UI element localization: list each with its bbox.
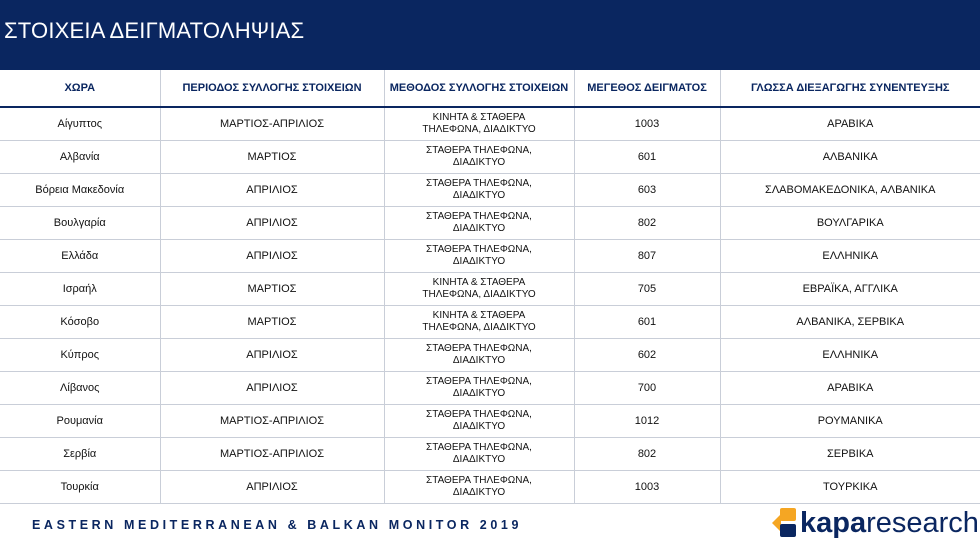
cell-language: ΣΕΡΒΙΚΑ: [720, 437, 980, 470]
cell-period: ΑΠΡΙΛΙΟΣ: [160, 371, 384, 404]
cell-sample-size: 601: [574, 305, 720, 338]
table-body: [0, 107, 980, 503]
cell-method: ΣΤΑΘΕΡΑ ΤΗΛΕΦΩΝΑ, ΔΙΑΔΙΚΤΥΟ: [384, 404, 574, 437]
cell-language: ΡΟΥΜΑΝΙΚΑ: [720, 404, 980, 437]
cell-sample-size: 700: [574, 371, 720, 404]
table-row: [0, 107, 980, 140]
cell-method: ΣΤΑΘΕΡΑ ΤΗΛΕΦΩΝΑ, ΔΙΑΔΙΚΤΥΟ: [384, 338, 574, 371]
title-bar: [0, 0, 980, 70]
cell-country: Αλβανία: [0, 140, 160, 173]
cell-language: ΕΒΡΑΪΚΑ, ΑΓΓΛΙΚΑ: [720, 272, 980, 305]
cell-sample-size: 802: [574, 437, 720, 470]
header-language: ΓΛΩΣΣΑ ΔΙΕΞΑΓΩΓΗΣ ΣΥΝΕΝΤΕΥΞΗΣ: [720, 70, 980, 107]
cell-sample-size: 1012: [574, 404, 720, 437]
sampling-table: [0, 70, 980, 504]
cell-method: ΣΤΑΘΕΡΑ ΤΗΛΕΦΩΝΑ, ΔΙΑΔΙΚΤΥΟ: [384, 470, 574, 503]
logo-wordmark: [800, 506, 979, 540]
header-sample-size: ΜΕΓΕΘΟΣ ΔΕΙΓΜΑΤΟΣ: [574, 70, 720, 107]
cell-sample-size: 602: [574, 338, 720, 371]
cell-sample-size: 603: [574, 173, 720, 206]
cell-sample-size: 807: [574, 239, 720, 272]
table-row: [0, 173, 980, 206]
cell-language: ΣΛΑΒΟΜΑΚΕΔΟΝΙΚΑ, ΑΛΒΑΝΙΚΑ: [720, 173, 980, 206]
cell-method: ΚΙΝΗΤΑ & ΣΤΑΘΕΡΑ ΤΗΛΕΦΩΝΑ, ΔΙΑΔΙΚΤΥΟ: [384, 107, 574, 140]
cell-method: ΣΤΑΘΕΡΑ ΤΗΛΕΦΩΝΑ, ΔΙΑΔΙΚΤΥΟ: [384, 371, 574, 404]
cell-country: Αίγυπτος: [0, 107, 160, 140]
logo-word-kapa: kapa: [800, 507, 867, 539]
page-title: ΣΤΟΙΧΕΙΑ ΔΕΙΓΜΑΤΟΛΗΨΙΑΣ: [4, 18, 305, 43]
cell-language: ΕΛΛΗΝΙΚΑ: [720, 239, 980, 272]
cell-period: ΑΠΡΙΛΙΟΣ: [160, 173, 384, 206]
table-row: [0, 338, 980, 371]
kapa-research-logo: [772, 506, 979, 540]
header-method: ΜΕΘΟΔΟΣ ΣΥΛΛΟΓΗΣ ΣΤΟΙΧΕΙΩΝ: [384, 70, 574, 107]
table-row: [0, 371, 980, 404]
table-header-row: [0, 70, 980, 107]
table-row: [0, 272, 980, 305]
cell-country: Κόσοβο: [0, 305, 160, 338]
table-row: [0, 404, 980, 437]
table-row: [0, 305, 980, 338]
cell-period: ΜΑΡΤΙΟΣ: [160, 140, 384, 173]
cell-country: Ρουμανία: [0, 404, 160, 437]
cell-country: Κύπρος: [0, 338, 160, 371]
kapa-logo-icon: [772, 508, 798, 538]
header-period: ΠΕΡΙΟΔΟΣ ΣΥΛΛΟΓΗΣ ΣΤΟΙΧΕΙΩΝ: [160, 70, 384, 107]
cell-sample-size: 1003: [574, 470, 720, 503]
cell-country: Ελλάδα: [0, 239, 160, 272]
cell-language: ΕΛΛΗΝΙΚΑ: [720, 338, 980, 371]
cell-method: ΣΤΑΘΕΡΑ ΤΗΛΕΦΩΝΑ, ΔΙΑΔΙΚΤΥΟ: [384, 437, 574, 470]
footer-title: EASTERN MEDITERRANEAN & BALKAN MONITOR 2019: [32, 518, 523, 532]
cell-language: ΑΛΒΑΝΙΚΑ: [720, 140, 980, 173]
cell-country: Βουλγαρία: [0, 206, 160, 239]
cell-sample-size: 601: [574, 140, 720, 173]
cell-method: ΣΤΑΘΕΡΑ ΤΗΛΕΦΩΝΑ, ΔΙΑΔΙΚΤΥΟ: [384, 206, 574, 239]
cell-period: ΜΑΡΤΙΟΣ: [160, 305, 384, 338]
cell-country: Τουρκία: [0, 470, 160, 503]
table-row: [0, 470, 980, 503]
cell-method: ΣΤΑΘΕΡΑ ΤΗΛΕΦΩΝΑ, ΔΙΑΔΙΚΤΥΟ: [384, 239, 574, 272]
cell-period: ΜΑΡΤΙΟΣ-ΑΠΡΙΛΙΟΣ: [160, 437, 384, 470]
cell-method: ΚΙΝΗΤΑ & ΣΤΑΘΕΡΑ ΤΗΛΕΦΩΝΑ, ΔΙΑΔΙΚΤΥΟ: [384, 272, 574, 305]
cell-method: ΣΤΑΘΕΡΑ ΤΗΛΕΦΩΝΑ, ΔΙΑΔΙΚΤΥΟ: [384, 173, 574, 206]
cell-language: ΑΡΑΒΙΚΑ: [720, 371, 980, 404]
cell-period: ΜΑΡΤΙΟΣ-ΑΠΡΙΛΙΟΣ: [160, 404, 384, 437]
cell-method: ΣΤΑΘΕΡΑ ΤΗΛΕΦΩΝΑ, ΔΙΑΔΙΚΤΥΟ: [384, 140, 574, 173]
table-row: [0, 239, 980, 272]
cell-period: ΜΑΡΤΙΟΣ-ΑΠΡΙΛΙΟΣ: [160, 107, 384, 140]
cell-method: ΚΙΝΗΤΑ & ΣΤΑΘΕΡΑ ΤΗΛΕΦΩΝΑ, ΔΙΑΔΙΚΤΥΟ: [384, 305, 574, 338]
cell-language: ΒΟΥΛΓΑΡΙΚΑ: [720, 206, 980, 239]
cell-sample-size: 1003: [574, 107, 720, 140]
cell-country: Σερβία: [0, 437, 160, 470]
logo-word-research: research: [866, 507, 979, 539]
table-row: [0, 437, 980, 470]
cell-period: ΑΠΡΙΛΙΟΣ: [160, 239, 384, 272]
cell-period: ΜΑΡΤΙΟΣ: [160, 272, 384, 305]
cell-period: ΑΠΡΙΛΙΟΣ: [160, 470, 384, 503]
table-row: [0, 140, 980, 173]
cell-country: Λίβανος: [0, 371, 160, 404]
cell-language: ΤΟΥΡΚΙΚΑ: [720, 470, 980, 503]
cell-country: Ισραήλ: [0, 272, 160, 305]
cell-period: ΑΠΡΙΛΙΟΣ: [160, 338, 384, 371]
header-country: ΧΩΡΑ: [0, 70, 160, 107]
cell-period: ΑΠΡΙΛΙΟΣ: [160, 206, 384, 239]
cell-country: Βόρεια Μακεδονία: [0, 173, 160, 206]
cell-language: ΑΡΑΒΙΚΑ: [720, 107, 980, 140]
cell-language: ΑΛΒΑΝΙΚΑ, ΣΕΡΒΙΚΑ: [720, 305, 980, 338]
cell-sample-size: 802: [574, 206, 720, 239]
cell-sample-size: 705: [574, 272, 720, 305]
table-row: [0, 206, 980, 239]
